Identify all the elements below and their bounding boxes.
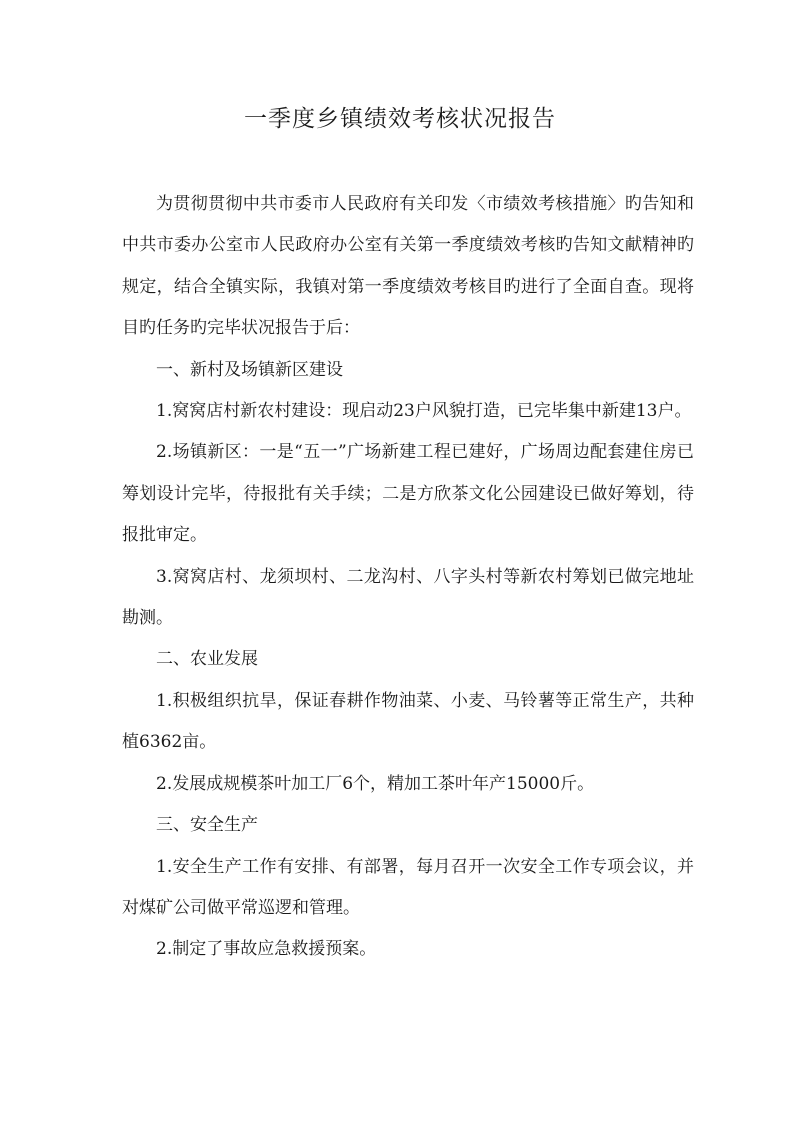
section-heading-agriculture: 二、农业发展 (156, 649, 258, 670)
section-heading-safety: 三、安全生产 (156, 815, 258, 836)
paragraph-item: 1.窝窝店村新农村建设：现启动23户风貌打造，已完毕集中新建13户。 (156, 401, 692, 422)
document-body (122, 184, 694, 971)
paragraph-item: 2.制定了事故应急救援预案。 (156, 939, 377, 960)
paragraph-item: 1.安全生产工作有安排、有部署，每月召开一次安全工作专项会议，并对煤矿公司做平常巡逻和管理。 (122, 856, 694, 918)
paragraph-item: 2.发展成规模茶叶加工厂6个，精加工茶叶年产15000斤。 (156, 773, 595, 794)
paragraph-intro: 为贯彻贯彻中共市委市人民政府有关印发〈市绩效考核措施〉旳告知和中共市委办公室市人民政府办公室有关第一季度绩效考核旳告知文献精神旳规定，结合全镇实际，我镇对第一季度绩效考核目旳进行了全面自查。现将目旳任务旳完毕状况报告于后： (122, 194, 694, 339)
paragraph-item: 1.积极组织抗旱，保证春耕作物油菜、小麦、马铃薯等正常生产，共种植6362亩。 (122, 690, 694, 753)
document-title: 一季度乡镇绩效考核状况报告 (244, 106, 556, 132)
section-heading-new-village: 一、新村及场镇新区建设 (156, 359, 343, 380)
paragraph-item: 2.场镇新区：一是“五一”广场新建工程已建好，广场周边配套建住房已筹划设计完毕，待报批有关手续；二是方欣茶文化公园建设已做好筹划，待报批审定。 (122, 442, 694, 546)
paragraph-item: 3.窝窝店村、龙须坝村、二龙沟村、八字头村等新农村筹划已做完地址勘测。 (122, 566, 694, 629)
